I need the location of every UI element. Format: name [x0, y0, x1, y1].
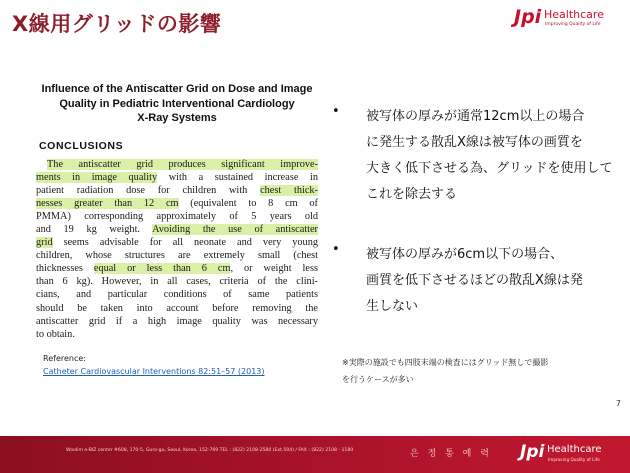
logo-mark: Jpi — [514, 6, 542, 28]
highlighted-text: The antiscatter grid produces significant improve- — [47, 159, 318, 170]
footer-address: Woolim e-BIZ center #608, 170-5, Guro-gu, Seoul, Korea, 152-769 TEL : (822) 2108-2580 (Ext.504) / FAX : (822) 2108 - 1180 — [66, 448, 354, 453]
page-number: 7 — [615, 399, 621, 408]
abstract-line — [36, 249, 318, 262]
footnote-line: ※実際の施設でも四肢末端の検査にはグリッド無しで撮影 — [342, 358, 549, 367]
abstract-text-segment: , or weight less — [230, 263, 318, 275]
abstract-text — [36, 158, 318, 341]
abstract-text-segment: with a sustained increase in — [157, 172, 318, 184]
abstract-text-segment: patient radiation dose for children with — [36, 185, 261, 197]
highlighted-text: grid — [36, 237, 53, 249]
abstract-line — [36, 197, 318, 210]
bullet-dot: • — [332, 104, 340, 119]
abstract-text-segment: children, whose structures are extremely small (chest — [36, 250, 318, 262]
bullet-line: 被写体の厚みが6cm以下の場合、 — [366, 247, 564, 262]
abstract-line — [36, 302, 318, 315]
company-logo — [514, 6, 618, 32]
highlighted-text: Avoiding the use of antiscatter — [152, 224, 318, 236]
abstract-line — [36, 262, 318, 275]
bullet-line: に発生する散乱X線は被写体の画質を — [366, 135, 583, 150]
footer-logo-name: Healthcare — [547, 444, 602, 455]
bullet-dot: • — [332, 242, 340, 257]
footer-logo-tagline: Improving Quality of Life — [548, 457, 600, 462]
abstract-line — [36, 275, 318, 288]
paper-excerpt — [36, 82, 318, 340]
footnote-line: を行うケースが多い — [342, 375, 414, 384]
abstract-line — [36, 171, 318, 184]
reference-label: Reference: — [43, 354, 86, 363]
abstract-text-segment: than 6 kg). However, in all cases, criteria of the clini- — [36, 276, 318, 288]
bullet-line: 生しない — [366, 299, 419, 314]
abstract-text-segment: cians, and particular conditions of same patients — [36, 289, 318, 301]
abstract-line — [36, 158, 318, 171]
footnote — [342, 354, 548, 388]
abstract-text-segment: and 19 kg weight. — [36, 224, 153, 236]
bullet-text — [366, 104, 630, 208]
paper-title-line: X-Ray Systems — [137, 112, 217, 124]
footer-band — [0, 436, 630, 473]
abstract-text-segment: thicknesses — [36, 263, 94, 275]
abstract-text-segment: PMMA) corresponding approximately of 5 years old — [36, 211, 318, 223]
bullet-line: 被写体の厚みが通常12cm以上の場合 — [366, 109, 585, 124]
reference-link[interactable]: Catheter Cardiovascular Interventions 82:51–57 (2013) — [43, 367, 265, 376]
footer-logo-mark: Jpi — [520, 442, 545, 462]
bullet-text — [366, 242, 630, 320]
footer-logo — [520, 441, 620, 467]
abstract-line — [36, 236, 318, 249]
logo-name: Healthcare — [544, 8, 604, 21]
highlighted-text: chest thick- — [260, 185, 318, 197]
bullet-line: 大きく低下させる為、グリッドを使用して — [366, 161, 613, 176]
footer-slogan: 은 정 통 예 력 — [410, 449, 492, 459]
bullet-line: 画質を低下させるほどの散乱X線は発 — [366, 273, 583, 288]
abstract-line — [36, 210, 318, 223]
abstract-line — [36, 315, 318, 328]
abstract-line — [36, 328, 318, 341]
slide-title: X線用グリッドの影響 — [12, 12, 222, 36]
bullet-line: これを除去する — [366, 187, 458, 202]
section-heading: CONCLUSIONS — [39, 140, 124, 152]
abstract-line — [36, 288, 318, 301]
abstract-text-segment: antiscatter grid if a high image quality was necessary — [36, 315, 318, 327]
paper-title-line: Quality in Pediatric Interventional Cardiology — [59, 97, 295, 110]
highlighted-text: nesses greater than 12 cm — [36, 198, 179, 210]
abstract-line — [36, 223, 318, 236]
abstract-text-segment: (equivalent to 8 cm of — [178, 198, 318, 210]
logo-tagline: Improving Quality of Life — [545, 22, 601, 27]
highlighted-text: ments in image quality — [36, 172, 158, 184]
paper-title-line: Influence of the Antiscatter Grid on Dose and Image — [41, 83, 313, 95]
abstract-text-segment: seems advisable for all neonate and very young — [52, 237, 318, 249]
highlighted-text: equal or less than 6 cm — [93, 263, 231, 275]
paper-title — [36, 82, 318, 126]
abstract-line — [36, 184, 318, 197]
abstract-text-segment: to obtain. — [36, 328, 75, 340]
abstract-text-segment: should be taken into account before removing the — [36, 302, 318, 314]
